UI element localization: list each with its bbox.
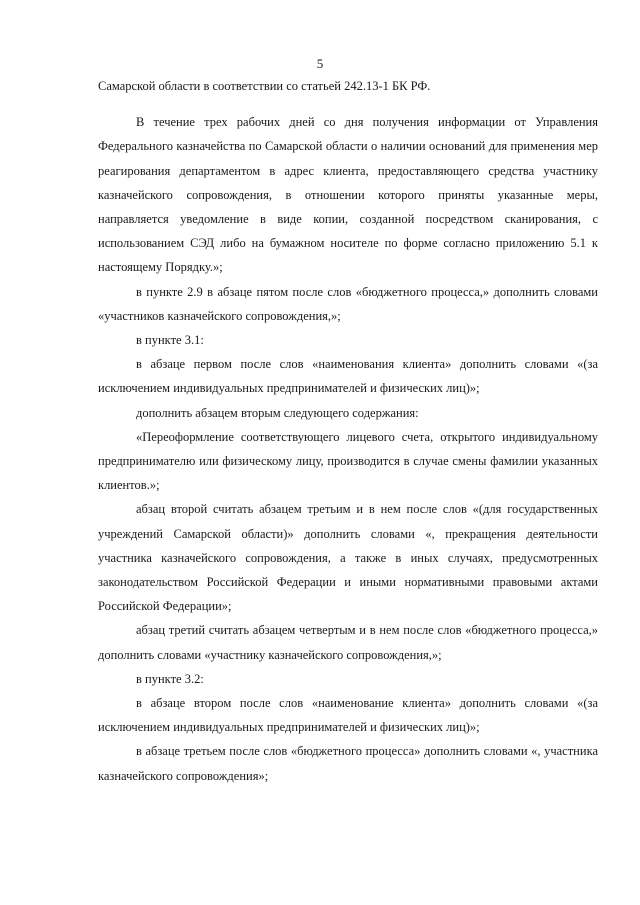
paragraph-10: в пункте 3.2: <box>136 671 204 686</box>
paragraph-11: в абзаце втором после слов «наименование клиента» дополнить словами «(за исключением индивидуальных предпринимателей и физических лиц)»; <box>98 696 598 735</box>
paragraph-1: Самарской области в соответствии со статьей 242.13-1 БК РФ. <box>98 79 431 93</box>
paragraph-9: абзац третий считать абзацем четвертым и в нем после слов «бюджетного процесса,» дополнить словами «участнику казначейского сопровождения,»; <box>98 623 598 662</box>
document-body <box>98 74 598 788</box>
paragraph-2: В течение трех рабочих дней со дня получения информации от Управления Федерального казначейства по Самарской области о наличии оснований для применения мер реагирования департаментом в адрес клиента, предоставляющего средства участнику казначейского сопровождения, в отношении которого приняты указанные меры, направляется уведомление в виде копии, созданной посредством сканирования, с использованием СЭД либо на бумажном носителе по форме согласно приложению 5.1 к настоящему Порядку.»; <box>98 115 598 275</box>
paragraph-4: в пункте 3.1: <box>136 333 204 348</box>
paragraph-3: в пункте 2.9 в абзаце пятом после слов «бюджетного процесса,» дополнить словами «участников казначейского сопровождения,»; <box>98 284 598 323</box>
paragraph-5: в абзаце первом после слов «наименования клиента» дополнить словами «(за исключением индивидуальных предпринимателей и физических лиц)»; <box>98 357 598 396</box>
paragraph-8: абзац второй считать абзацем третьим и в нем после слов «(для государственных учреждений Самарской области)» дополнить словами «, прекращения деятельности участника казначейского сопровождения, а также в иных случаях, предусмотренных законодательством Российской Федерации и иными нормативными правовыми актами Российской Федерации»; <box>98 502 598 614</box>
paragraph-12: в абзаце третьем после слов «бюджетного процесса» дополнить словами «, участника казначейского сопровождения»; <box>98 744 598 783</box>
page-number: 5 <box>316 56 324 71</box>
paragraph-6: дополнить абзацем вторым следующего содержания: <box>136 405 419 420</box>
paragraph-7: «Переоформление соответствующего лицевого счета, открытого индивидуальному предпринимателю или физическому лицу, производится в случае смены фамилии указанных клиентов.»; <box>98 429 598 493</box>
